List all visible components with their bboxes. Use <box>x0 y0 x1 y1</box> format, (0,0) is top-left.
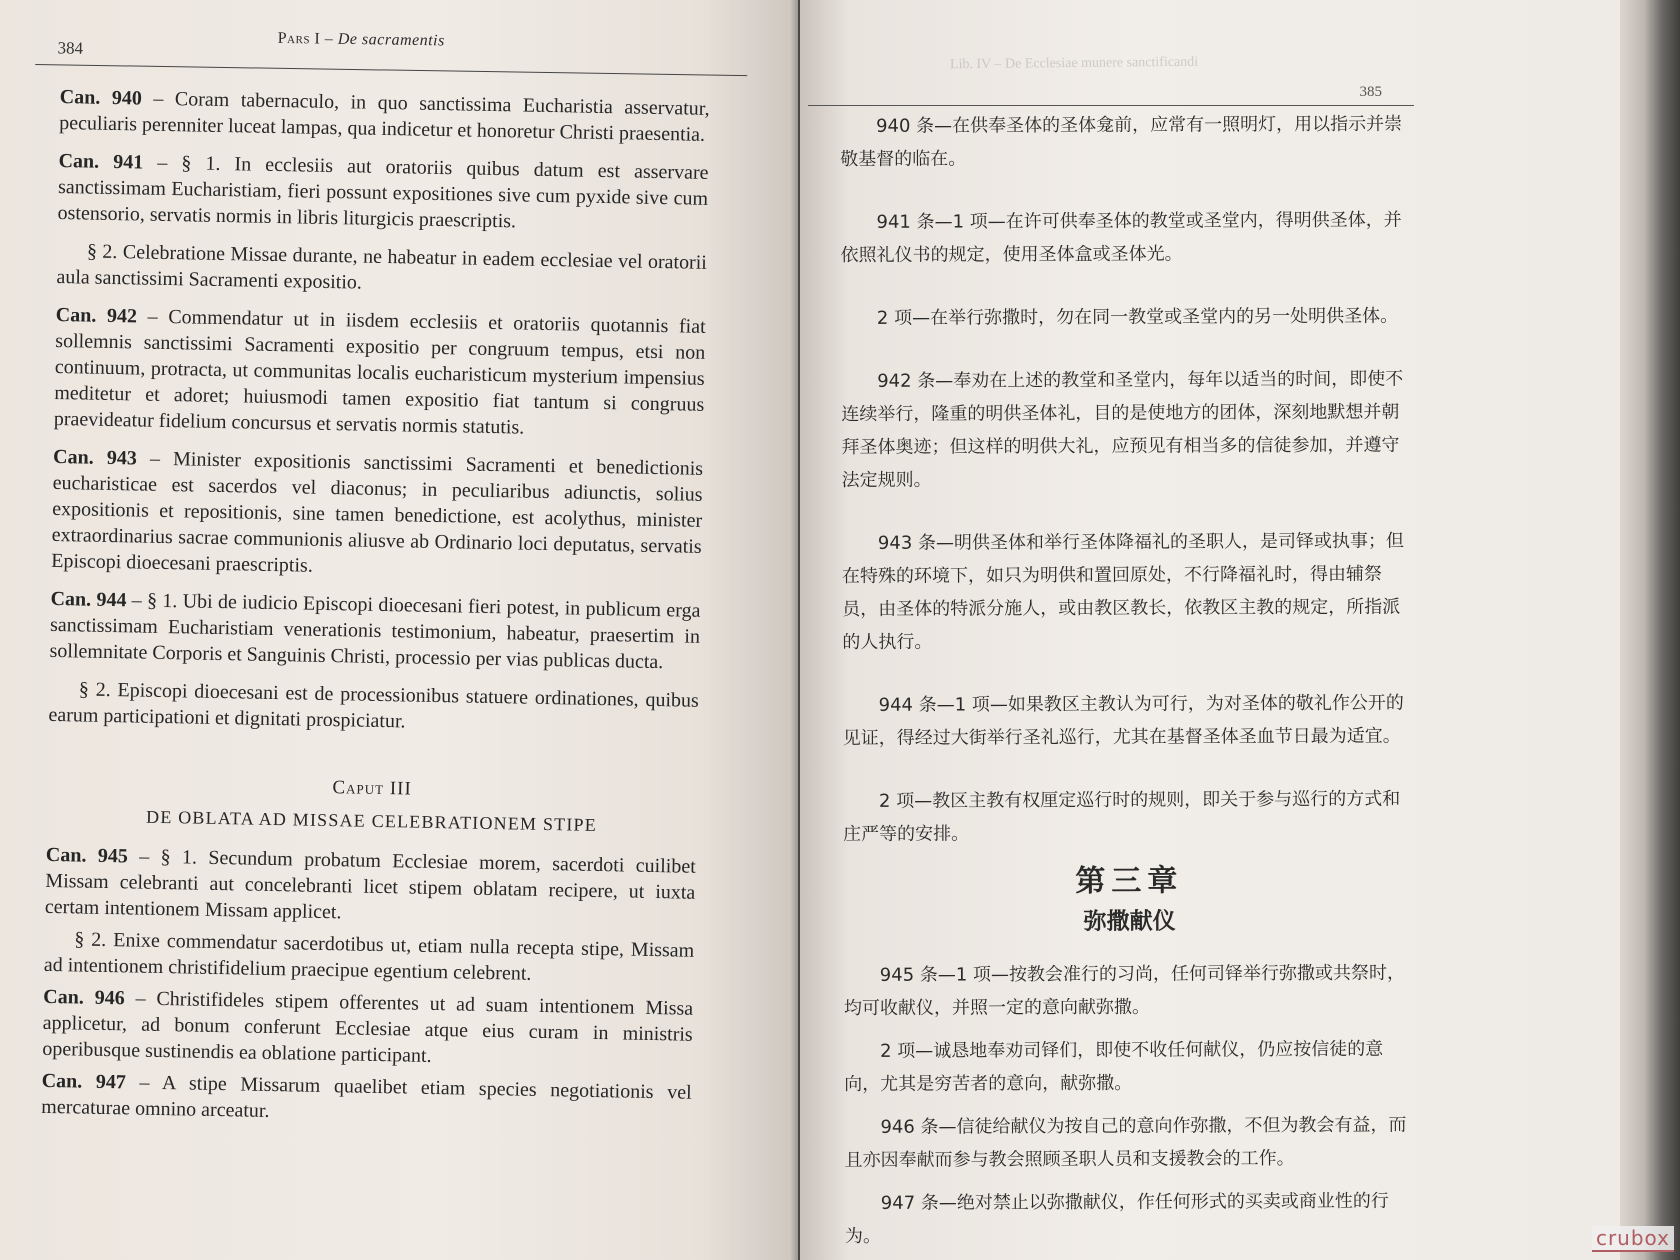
canon-paragraph <box>49 586 700 676</box>
running-head-pars: Pars I <box>277 29 321 48</box>
caput-heading: Caput III <box>332 777 413 800</box>
article-paragraph: 2 项—在举行弥撒时，勿在同一教堂或圣堂内的另一处明供圣体。 <box>876 305 1399 329</box>
header-rule <box>808 105 1414 106</box>
header-rule <box>35 64 747 76</box>
article-paragraph: 940 条—在供奉圣体的圣体龛前，应常有一照明灯，用以指示并崇敬基督的临在。 <box>840 113 1403 170</box>
canon-text: – Minister expositionis sanctissimi Sacramenti et benedictionis eucharisticae est sacerdos vel diaconus; in peculiaribus adiunctis, solius expositionis et repositionis, sine tamen benedictione, est acolythus, minister extraordinarius sacrae communionis aliusve ab Ordinario loci deputatus, servatis Episcopi dioecesani praescriptis. <box>51 447 704 577</box>
right-page-number: 385 <box>1359 84 1382 100</box>
canon-text: – § 1. In ecclesiis aut oratoriis quibus datum est asservare sanctissimam Eucharistiam, fieri possunt expositiones sive cum pyxide sive cum ostensorio, servatis normis in libris liturgicis praescriptis. <box>57 151 709 233</box>
article-paragraph: 944 条—1 项—如果教区主教认为可行，为对圣体的敬礼作公开的见证，得经过大街举行圣礼巡行，尤其在基督圣体圣血节日最为适宜。 <box>842 692 1404 749</box>
canon-paragraph <box>56 238 707 302</box>
article-paragraph: 941 条—1 项—在许可供奉圣体的教堂或圣堂内，得明供圣体，并依照礼仪书的规定，使用圣体盒或圣体光。 <box>840 209 1402 266</box>
left-page-header <box>35 18 748 77</box>
chapter-title: 弥撒献仪 <box>1083 908 1176 935</box>
article-paragraph: 947 条—绝对禁止以弥撒献仪，作任何形式的买卖或商业性的行为。 <box>844 1190 1389 1247</box>
canon-label: Can. 940 <box>59 85 143 110</box>
right-page <box>800 0 1620 1260</box>
running-head-subtitle: De sacramentis <box>337 30 445 50</box>
canon-text: – A stipe Missarum quaelibet etiam species negotiationis vel mercaturae omnino arceatur. <box>41 1071 692 1123</box>
canon-paragraph <box>45 842 696 932</box>
canon-label: Can. 947 <box>41 1069 127 1094</box>
article-paragraph: 2 项—教区主教有权厘定巡行时的规则，即关于参与巡行的方式和庄严等的安排。 <box>843 788 1401 845</box>
page-stack-edge <box>1620 0 1680 1260</box>
canon-paragraph <box>51 444 703 586</box>
canon-paragraph <box>59 84 710 148</box>
article-paragraph: 942 条—奉劝在上述的教堂和圣堂内，每年以适当的时间，即使不连续举行，隆重的明供圣体礼，目的是使地方的团体，深刻地默想并朝拜圣体奥迹；但这样的明供大礼，应预见有相当多的信徒参加，并遵守法定规则。 <box>841 368 1404 491</box>
canon-text: – Coram tabernaculo, in quo sanctissima Eucharistia asservatur, peculiaris perenniter luceat lampas, qua indicetur et honoretur Christi praesentia. <box>59 87 710 146</box>
canon-label: Can. 946 <box>43 985 125 1010</box>
chinese-articles-after-chapter <box>844 956 1417 1252</box>
canon-text: – Christifideles stipem offerentes ut ad suam intentionem Missa applicetur, ad bonum conferunt Ecclesiae atque eius curam in ministris operibusque sustinendis ea oblatione participant. <box>42 987 694 1067</box>
article-paragraph: 945 条—1 项—按教会准行的习尚，任何司铎举行弥撒或共祭时，均可收献仪，并照一定的意向献弥撒。 <box>843 962 1406 1019</box>
chinese-text-column <box>840 108 1417 1260</box>
article-paragraph: 943 条—明供圣体和举行圣体降福礼的圣职人，是司铎或执事；但在特殊的环境下，如只为明供和置回原处，不行降福礼时，得由辅祭员，由圣体的特派分施人，或由教区教长，依教区主教的规定，所指派的人执行。 <box>841 530 1405 653</box>
canon-text: § 2. Enixe commendatur sacerdotibus ut, etiam nulla recepta stipe, Missam ad intentionem christifidelium praecipue egentium celebrent. <box>43 928 695 985</box>
canon-paragraph <box>48 676 699 740</box>
chinese-articles-before-chapter <box>840 108 1415 851</box>
canon-label: Can. 941 <box>58 149 144 174</box>
running-head-separator: – <box>320 30 338 48</box>
left-page-number: 384 <box>57 38 84 58</box>
canon-text: § 2. Episcopi dioecesani est de processionibus statuere ordinationes, quibus earum participationi et dignitati prospiciatur. <box>48 678 700 733</box>
canon-label: Can. 944 <box>50 587 127 612</box>
canon-label: Can. 945 <box>45 843 129 868</box>
bleed-through-text: Lib. IV – De Ecclesiae munere sanctificandi <box>949 54 1199 73</box>
canon-label: Can. 942 <box>55 303 138 328</box>
latin-canons-before-chapter <box>48 84 710 740</box>
canon-paragraph <box>54 302 706 444</box>
canon-paragraph <box>57 148 708 238</box>
chapter-heading: 第三章 <box>1075 863 1184 899</box>
canon-paragraph <box>44 926 695 990</box>
latin-canons-after-chapter <box>41 842 696 1132</box>
article-paragraph: 2 项—诚恳地奉劝司铎们，即使不收任何献仪，仍应按信徒的意向，尤其是穷苦者的意向，献弥撒。 <box>844 1038 1384 1095</box>
left-page <box>0 0 798 1260</box>
canon-paragraph <box>42 984 693 1074</box>
article-paragraph: 946 条—信徒给献仪为按自己的意向作弥撒，不但为教会有益，而且亦因奉献而参与教会照顾圣职人员和支援教会的工作。 <box>844 1114 1407 1171</box>
canon-text: – Commendatur ut in iisdem ecclesiis et oratoriis quotannis fiat sollemnis sanctissimi Sacramenti expositio per congruum tempus, etsi non continuum, protracta, ut communitas localis eucharisticum mysterium impensius meditetur et adoret; huiusmodi tamen expositio fiat tantum si congruus praevideatur fidelium concursus et servatis normis statutis. <box>53 305 706 439</box>
latin-text-column <box>41 84 710 1132</box>
canon-text: – § 1. Secundum probatum Ecclesiae morem, sacerdoti cuilibet Missam celebranti aut concelebranti licet stipem oblatam recipere, ut iuxta certam intentionem Missam applicet. <box>44 845 696 924</box>
watermark: crubox <box>1592 1226 1674 1252</box>
running-head <box>278 30 445 51</box>
canon-text: § 2. Celebratione Missae durante, ne habeatur in eadem ecclesiae vel oratorii aula sanctissimi Sacramenti expositio. <box>56 240 708 294</box>
canon-text: – § 1. Ubi de iudicio Episcopi dioecesani fieri potest, in publicum erga sanctissimam Eucharistiam venerationis testimonium, habeatur, praesertim in sollemnitate Corporis et Sanguinis Christi, processio per vias publicas ducta. <box>49 589 701 674</box>
caput-title: DE OBLATA AD MISSAE CELEBRATIONEM STIPE <box>145 806 598 835</box>
canon-label: Can. 943 <box>52 445 138 470</box>
canon-paragraph <box>41 1068 692 1132</box>
